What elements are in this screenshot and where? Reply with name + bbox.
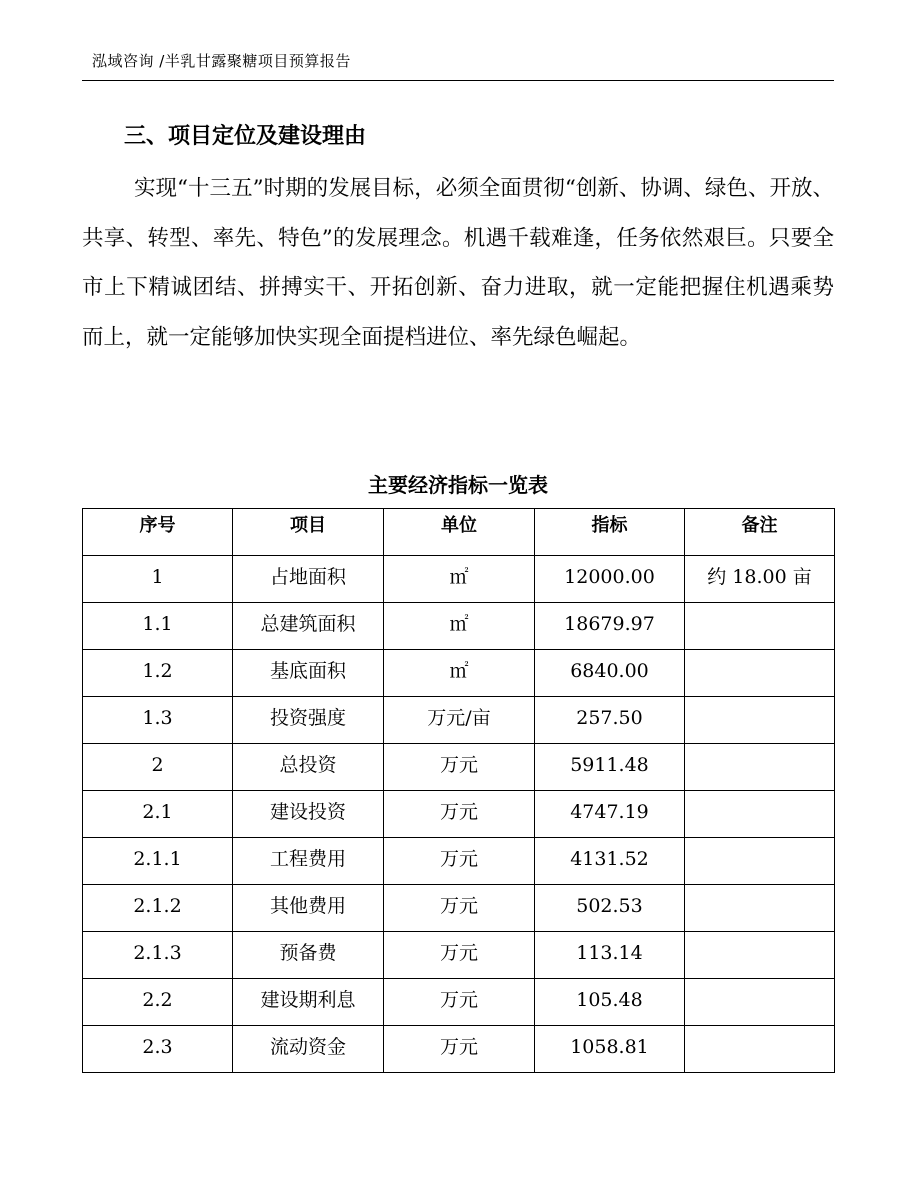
cell-index: 2.1.1 — [83, 838, 233, 885]
column-header-value: 指标 — [535, 509, 685, 556]
cell-remark — [685, 744, 835, 791]
cell-value: 18679.97 — [535, 603, 685, 650]
cell-index: 2.1 — [83, 791, 233, 838]
column-header-index: 序号 — [83, 509, 233, 556]
cell-remark — [685, 838, 835, 885]
cell-index: 2 — [83, 744, 233, 791]
cell-value: 502.53 — [535, 885, 685, 932]
cell-index: 1.1 — [83, 603, 233, 650]
table-row — [83, 838, 835, 885]
economic-indicators-table — [82, 508, 835, 1073]
cell-item: 预备费 — [233, 932, 384, 979]
cell-value: 257.50 — [535, 697, 685, 744]
cell-value: 6840.00 — [535, 650, 685, 697]
section-heading: 三、项目定位及建设理由 — [124, 124, 367, 149]
cell-item: 建设投资 — [233, 791, 384, 838]
cell-value: 5911.48 — [535, 744, 685, 791]
table-row — [83, 885, 835, 932]
table-row — [83, 697, 835, 744]
cell-value: 113.14 — [535, 932, 685, 979]
cell-unit: 万元 — [384, 885, 535, 932]
cell-item: 基底面积 — [233, 650, 384, 697]
cell-item: 工程费用 — [233, 838, 384, 885]
cell-remark — [685, 885, 835, 932]
cell-index: 2.1.3 — [83, 932, 233, 979]
cell-unit: 万元 — [384, 838, 535, 885]
cell-remark — [685, 979, 835, 1026]
table-row — [83, 932, 835, 979]
table-row — [83, 791, 835, 838]
table-header-row — [83, 509, 835, 556]
column-header-unit: 单位 — [384, 509, 535, 556]
table-row — [83, 979, 835, 1026]
table-row — [83, 650, 835, 697]
cell-value: 105.48 — [535, 979, 685, 1026]
cell-unit: 万元/亩 — [384, 697, 535, 744]
cell-remark — [685, 603, 835, 650]
cell-unit: 万元 — [384, 1026, 535, 1073]
cell-value: 4747.19 — [535, 791, 685, 838]
body-paragraph: 实现“十三五”时期的发展目标，必须全面贯彻“创新、协调、绿色、开放、共享、转型、率先、特色”的发展理念。机遇千载难逢，任务依然艰巨。只要全市上下精诚团结、拼搏实干、开拓创新、奋力进取，就一定能把握住机遇乘势而上，就一定能够加快实现全面提档进位、率先绿色崛起。 — [82, 176, 834, 350]
cell-item: 其他费用 — [233, 885, 384, 932]
cell-unit: 万元 — [384, 932, 535, 979]
cell-remark — [685, 697, 835, 744]
table-row — [83, 1026, 835, 1073]
table-row — [83, 603, 835, 650]
cell-unit: ㎡ — [384, 650, 535, 697]
cell-unit: ㎡ — [384, 556, 535, 603]
page-header: 泓域咨询 /半乳甘露聚糖项目预算报告 — [92, 52, 351, 70]
cell-unit: 万元 — [384, 979, 535, 1026]
cell-index: 1 — [83, 556, 233, 603]
cell-value: 1058.81 — [535, 1026, 685, 1073]
cell-remark — [685, 650, 835, 697]
column-header-remark: 备注 — [685, 509, 835, 556]
cell-unit: 万元 — [384, 791, 535, 838]
cell-value: 12000.00 — [535, 556, 685, 603]
cell-unit: ㎡ — [384, 603, 535, 650]
header-divider — [82, 80, 834, 81]
cell-remark — [685, 932, 835, 979]
cell-item: 总投资 — [233, 744, 384, 791]
column-header-item: 项目 — [233, 509, 384, 556]
cell-item: 投资强度 — [233, 697, 384, 744]
cell-index: 1.3 — [83, 697, 233, 744]
cell-item: 建设期利息 — [233, 979, 384, 1026]
cell-unit: 万元 — [384, 744, 535, 791]
table-row — [83, 744, 835, 791]
cell-item: 流动资金 — [233, 1026, 384, 1073]
table-title: 主要经济指标一览表 — [368, 473, 548, 497]
cell-index: 2.2 — [83, 979, 233, 1026]
cell-index: 2.3 — [83, 1026, 233, 1073]
cell-item: 占地面积 — [233, 556, 384, 603]
table-row — [83, 556, 835, 603]
cell-value: 4131.52 — [535, 838, 685, 885]
cell-item: 总建筑面积 — [233, 603, 384, 650]
cell-index: 1.2 — [83, 650, 233, 697]
cell-remark: 约 18.00 亩 — [685, 556, 835, 603]
cell-remark — [685, 1026, 835, 1073]
cell-remark — [685, 791, 835, 838]
cell-index: 2.1.2 — [83, 885, 233, 932]
